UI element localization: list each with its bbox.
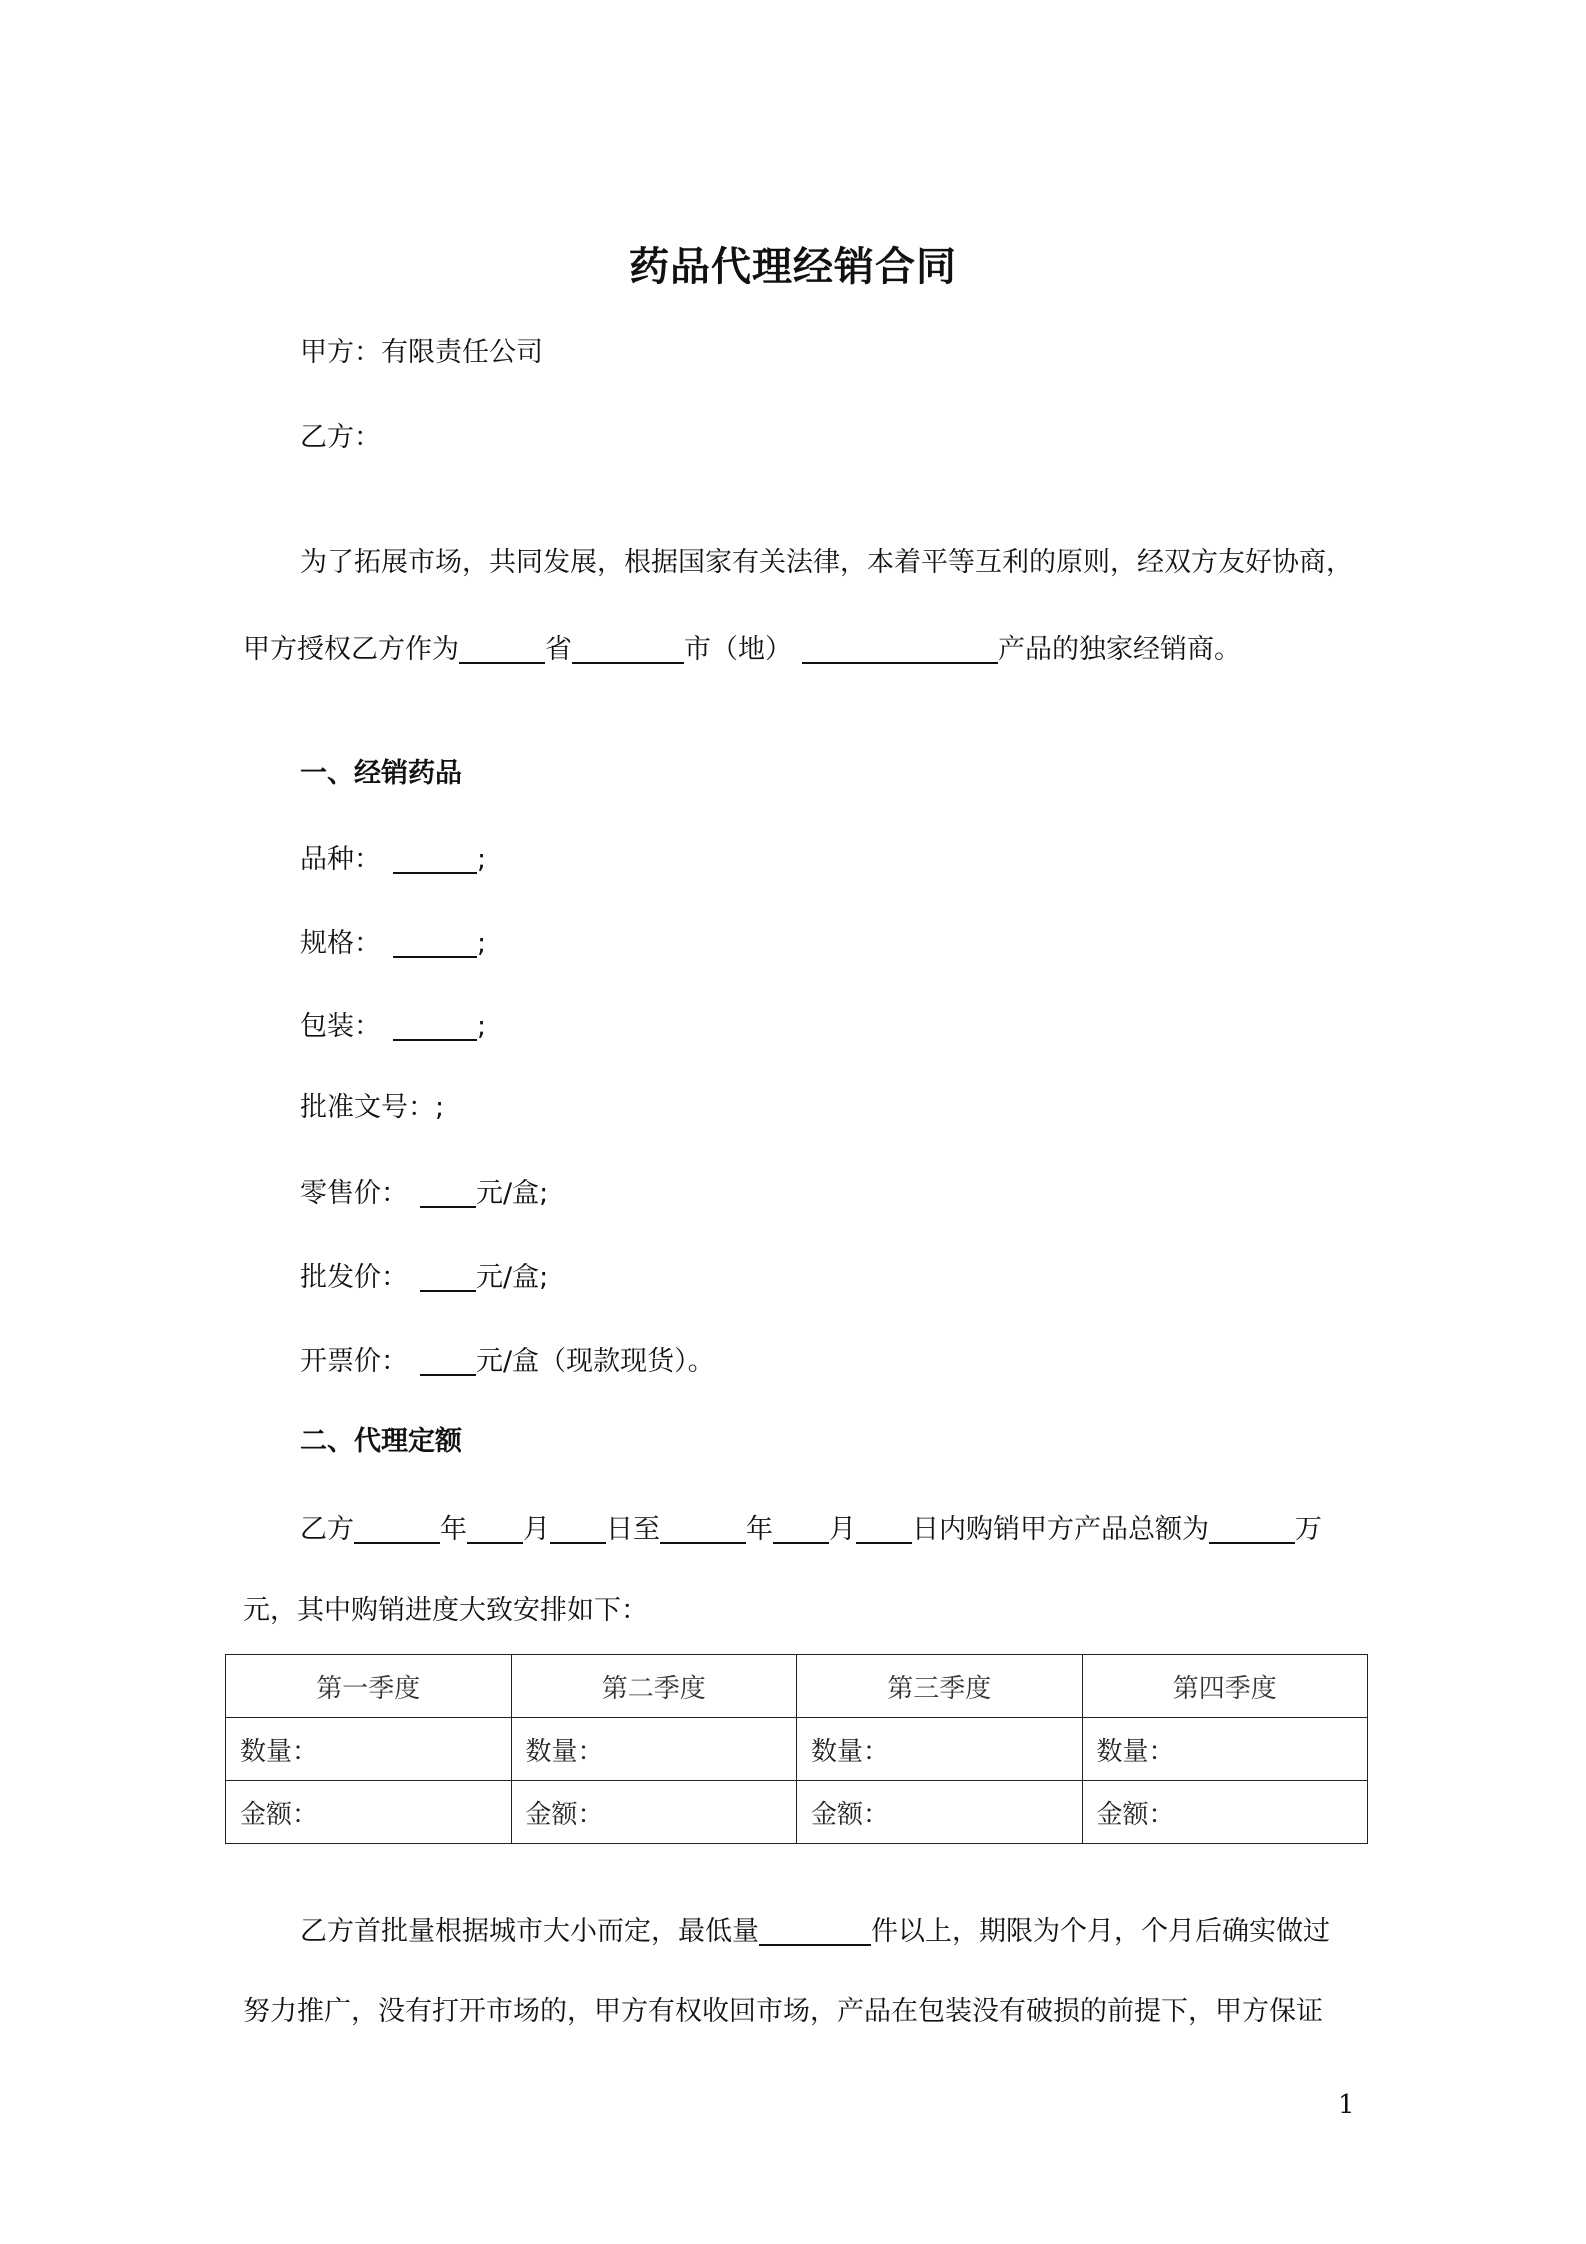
variety-blank	[393, 842, 477, 874]
variety-semicolon: ;	[477, 844, 487, 875]
party-a: 甲方：有限责任公司	[300, 337, 543, 368]
quantity-row	[226, 1718, 1368, 1781]
wholesale-price-semicolon: ;	[539, 1262, 549, 1293]
wholesale-price-label: 批发价：	[300, 1262, 408, 1293]
intro-text-city: 市（地）	[684, 634, 792, 665]
amount-row	[226, 1781, 1368, 1844]
variety-line	[300, 840, 486, 880]
quota-end: 万	[1295, 1514, 1322, 1545]
header-q2: 第二季度	[511, 1655, 797, 1718]
intro-line-2	[243, 630, 1241, 670]
retail-price-blank	[420, 1176, 476, 1208]
start-year-blank	[354, 1512, 440, 1544]
packaging-label: 包装：	[300, 1011, 381, 1042]
q3-quantity: 数量：	[797, 1718, 1083, 1781]
quota-start: 乙方	[300, 1514, 354, 1545]
first-batch-line-2: 努力推广，没有打开市场的，甲方有权收回市场，产品在包装没有破损的前提下，甲方保证	[243, 1996, 1323, 2027]
header-q3: 第三季度	[797, 1655, 1083, 1718]
q1-amount: 金额：	[226, 1781, 512, 1844]
intro-text-dealer: 产品的独家经销商。	[998, 634, 1241, 665]
spec-label: 规格：	[300, 928, 381, 959]
first-batch-line-1	[300, 1912, 1330, 1952]
quota-day-2: 日内购销甲方产品总额为	[912, 1514, 1209, 1545]
wholesale-price-unit: 元/盒	[476, 1262, 540, 1293]
section-1-heading: 一、经销药品	[300, 758, 462, 789]
header-q4: 第四季度	[1082, 1655, 1368, 1718]
city-blank	[572, 632, 684, 664]
end-year-blank	[660, 1512, 746, 1544]
party-b: 乙方：	[300, 422, 381, 453]
total-amount-blank	[1209, 1512, 1295, 1544]
spec-semicolon: ;	[477, 928, 487, 959]
q2-amount: 金额：	[511, 1781, 797, 1844]
quota-month-2: 月	[829, 1514, 856, 1545]
quarterly-schedule-table	[225, 1654, 1368, 1844]
spec-line	[300, 924, 486, 964]
minimum-quantity-blank	[759, 1914, 871, 1946]
intro-text-province: 省	[545, 634, 572, 665]
q4-quantity: 数量：	[1082, 1718, 1368, 1781]
invoice-price-line	[300, 1342, 715, 1382]
invoice-price-blank	[420, 1344, 476, 1376]
variety-label: 品种：	[300, 844, 381, 875]
q4-amount: 金额：	[1082, 1781, 1368, 1844]
start-day-blank	[550, 1512, 606, 1544]
retail-price-semicolon: ;	[539, 1178, 549, 1209]
end-day-blank	[856, 1512, 912, 1544]
invoice-price-unit: 元/盒（现款现货）。	[476, 1346, 715, 1377]
quota-year-2: 年	[746, 1514, 773, 1545]
q3-amount: 金额：	[797, 1781, 1083, 1844]
wholesale-price-blank	[420, 1260, 476, 1292]
retail-price-label: 零售价：	[300, 1178, 408, 1209]
quota-schedule-line: 元，其中购销进度大致安排如下：	[243, 1595, 648, 1626]
quota-month-1: 月	[523, 1514, 550, 1545]
packaging-blank	[393, 1009, 477, 1041]
product-blank	[802, 632, 998, 664]
page-number: 1	[1338, 2090, 1355, 2120]
document-title: 药品代理经销合同	[629, 244, 957, 290]
invoice-price-label: 开票价：	[300, 1346, 408, 1377]
first-batch-text-b: 件以上，期限为个月，个月后确实做过	[871, 1916, 1330, 1947]
q1-quantity: 数量：	[226, 1718, 512, 1781]
q2-quantity: 数量：	[511, 1718, 797, 1781]
retail-price-unit: 元/盒	[476, 1178, 540, 1209]
end-month-blank	[773, 1512, 829, 1544]
packaging-line	[300, 1007, 486, 1047]
quota-period-line	[300, 1510, 1322, 1550]
table-header-row	[226, 1655, 1368, 1718]
quota-day-1: 日至	[606, 1514, 660, 1545]
retail-price-line	[300, 1174, 548, 1214]
intro-line-1: 为了拓展市场，共同发展，根据国家有关法律，本着平等互利的原则，经双方友好协商，	[300, 547, 1353, 578]
wholesale-price-line	[300, 1258, 548, 1298]
province-blank	[459, 632, 545, 664]
intro-text-authorize: 甲方授权乙方作为	[243, 634, 459, 665]
quota-year-1: 年	[440, 1514, 467, 1545]
start-month-blank	[467, 1512, 523, 1544]
packaging-semicolon: ;	[477, 1011, 487, 1042]
section-2-heading: 二、代理定额	[300, 1426, 462, 1457]
first-batch-text-a: 乙方首批量根据城市大小而定，最低量	[300, 1916, 759, 1947]
approval-number-line: 批准文号：;	[300, 1092, 445, 1123]
header-q1: 第一季度	[226, 1655, 512, 1718]
spec-blank	[393, 926, 477, 958]
